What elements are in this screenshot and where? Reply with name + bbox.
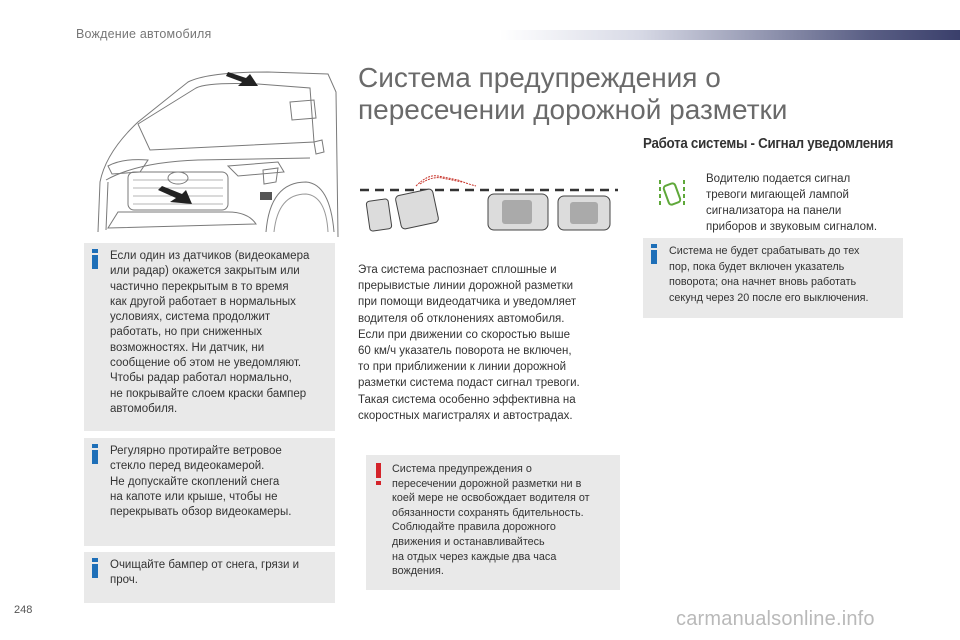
main-description: Эта система распознает сплошные и прерывистые линии дорожной разметки при помощи видеодатчика и уведомляет водителя об отклонениях автомобиля. Если при движении со скоростью выше 60 км/ч указатель поворота не включен, то при приближении к линии дорожной разметки система подаст сигнал тревоги. Такая система особенно эффективна на скоростных магистралях и автострадах. xyxy=(358,264,580,422)
van-sensors-illustration xyxy=(78,62,340,240)
warning-exclamation-icon xyxy=(376,463,382,485)
note-text: Система не будет срабатывать до тех пор, пока будет включен указатель поворота; она начнет вновь работать секунд через 20 после его выключения. xyxy=(669,245,869,304)
lane-departure-warning-icon xyxy=(654,176,690,212)
operation-heading: Работа системы - Сигнал уведомления xyxy=(643,136,894,152)
info-icon xyxy=(651,244,657,264)
page-title-line2: пересечении дорожной разметки xyxy=(358,94,788,125)
info-note-bumper xyxy=(84,552,335,603)
page-title xyxy=(358,62,818,126)
note-text: Регулярно протирайте ветровое стекло перед видеокамерой. Не допускайте скоплений снега на капоте или крыше, чтобы не перекрывать обзор видеокамеры. xyxy=(110,445,292,519)
header-bar xyxy=(500,30,960,40)
page-title-line1: Система предупреждения о xyxy=(358,62,721,93)
note-text: Если один из датчиков (видеокамера или радар) окажется закрытым или частично перекрытым в то время как другой работает в нормальных условиях, система продолжит работать, но при сниженных возможностях. Ни датчик, ни сообщение об этом не уведомляют. Чтобы радар работал нормально, не покрывайте слоем краски бампер автомобиля. xyxy=(110,250,310,415)
warning-text: Система предупреждения о пересечении дорожной разметки ни в коей мере не освобождает водителя от обязанности сохранять бдительность. Соблюдайте правила дорожного движения и останавливайтесь на отдых через каждые два часа вождения. xyxy=(392,463,590,578)
info-icon xyxy=(92,249,98,269)
info-icon xyxy=(92,558,98,578)
info-note-windshield xyxy=(84,438,335,546)
warning-note xyxy=(366,455,620,590)
watermark: carmanualsonline.info xyxy=(676,608,875,630)
note-text: Очищайте бампер от снега, грязи и проч. xyxy=(110,559,300,587)
section-header: Вождение автомобиля xyxy=(76,27,212,41)
info-note-turn-signal xyxy=(643,238,903,318)
driver-alert-text: Водителю подается сигнал тревоги мигающей лампой сигнализатора на панели приборов и звуковым сигналом. xyxy=(706,173,878,233)
page-number: 248 xyxy=(14,604,33,616)
lane-departure-illustration xyxy=(358,170,620,240)
info-note-sensors xyxy=(84,243,335,431)
info-icon xyxy=(92,444,98,464)
